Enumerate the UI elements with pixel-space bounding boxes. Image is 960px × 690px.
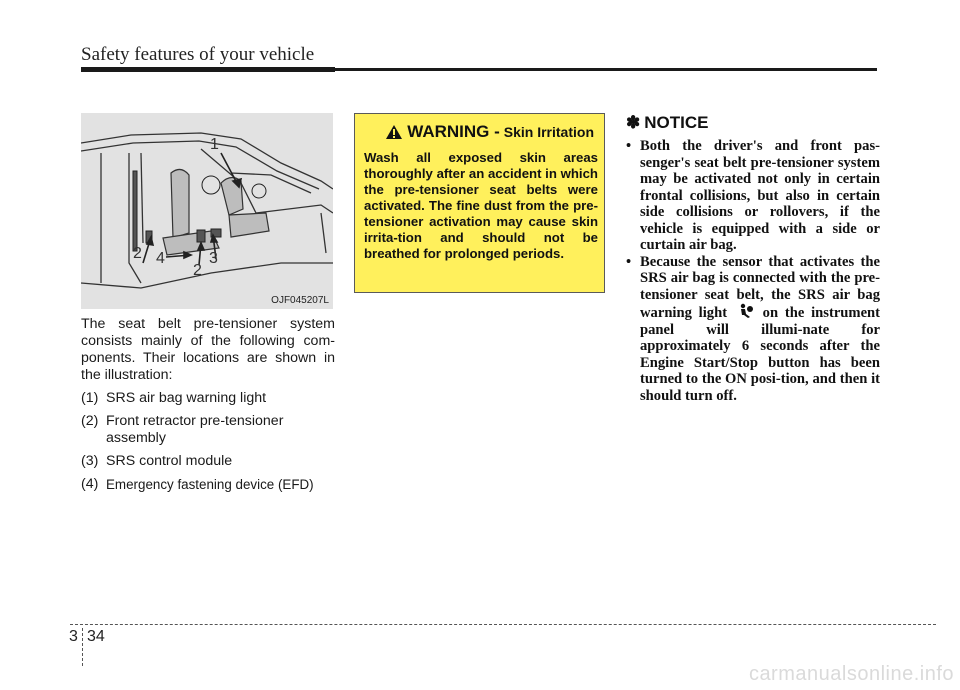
notice-symbol: ✽ bbox=[626, 113, 641, 132]
list-item bbox=[81, 413, 335, 447]
notice-item bbox=[626, 254, 880, 405]
warning-header bbox=[364, 122, 598, 142]
warning-box bbox=[354, 113, 605, 293]
callout-2-left: 2 bbox=[133, 245, 142, 262]
warning-text: Wash all exposed skin areas thoroughly after an accident in which the pre-tensioner seat belts were activated. The fine dust from the pre-tensioner activation may cause skin irrita-tion and should not be breathed for prolonged periods. bbox=[364, 150, 598, 261]
warning-triangle-icon bbox=[385, 124, 403, 140]
intro-paragraph: The seat belt pre-tensioner system consists mainly of the following com-ponents. Their locations are shown in the illustration: bbox=[81, 316, 335, 383]
list-item-number: (4) bbox=[81, 476, 99, 492]
notice-title bbox=[626, 113, 880, 133]
list-item-number: (3) bbox=[81, 453, 99, 469]
notice-item-text-after: on the instrument panel will illumi-nate for approximately 6 seconds after the Engine Start/Stop button has been turned to the ON posi-tion, and then it should turn off. bbox=[640, 305, 881, 404]
list-item-text: SRS control module bbox=[106, 453, 233, 469]
notice-item bbox=[626, 138, 880, 254]
callout-3: 3 bbox=[209, 250, 218, 267]
image-code: OJF045207L bbox=[271, 295, 329, 306]
notice-item-text-before: Because the sensor that activates the SRS air bag is connected with the pre-tensioner seat belt, the SRS air bag warning light bbox=[640, 253, 880, 321]
bullet: • bbox=[626, 253, 632, 270]
list-item bbox=[81, 476, 335, 493]
footer-divider bbox=[82, 628, 83, 666]
notice-item-text bbox=[640, 254, 880, 405]
bullet: • bbox=[626, 138, 632, 154]
car-interior-drawing bbox=[81, 113, 333, 309]
page-number: 34 bbox=[87, 628, 105, 645]
list-item-number: (2) bbox=[81, 413, 99, 429]
list-item bbox=[81, 390, 335, 407]
notice-item-text: Both the driver's and front pas-senger's seat belt pre-tensioner system may be activated not only in certain frontal collisions, but also in certain side collisions or rollovers, if the vehicle is equipped with a side or curtain air bag. bbox=[640, 138, 880, 253]
header-rule-accent bbox=[81, 67, 335, 72]
page-chapter: 3 bbox=[69, 628, 78, 645]
list-item-number: (1) bbox=[81, 390, 99, 406]
list-item-text: Emergency fastening device (EFD) bbox=[106, 477, 314, 492]
airbag-warning-icon bbox=[736, 303, 754, 319]
warning-title: WARNING - bbox=[407, 122, 500, 141]
notice-title-text: NOTICE bbox=[644, 113, 709, 132]
list-item-text: SRS air bag warning light bbox=[106, 390, 267, 406]
callout-1: 1 bbox=[210, 136, 219, 153]
component-list bbox=[81, 390, 335, 493]
callout-2-bottom: 2 bbox=[193, 262, 202, 279]
list-item bbox=[81, 453, 335, 470]
header-title: Safety features of your vehicle bbox=[81, 44, 315, 65]
body-text-column bbox=[81, 316, 335, 499]
watermark: carmanualsonline.info bbox=[748, 663, 954, 685]
warning-subtitle: Skin Irritation bbox=[503, 124, 594, 140]
notice-section bbox=[626, 113, 880, 404]
list-item-text: Front retractor pre-tensioner assembly bbox=[106, 413, 284, 446]
vehicle-illustration bbox=[81, 113, 333, 309]
footer-rule bbox=[70, 624, 936, 625]
callout-4: 4 bbox=[156, 250, 165, 267]
